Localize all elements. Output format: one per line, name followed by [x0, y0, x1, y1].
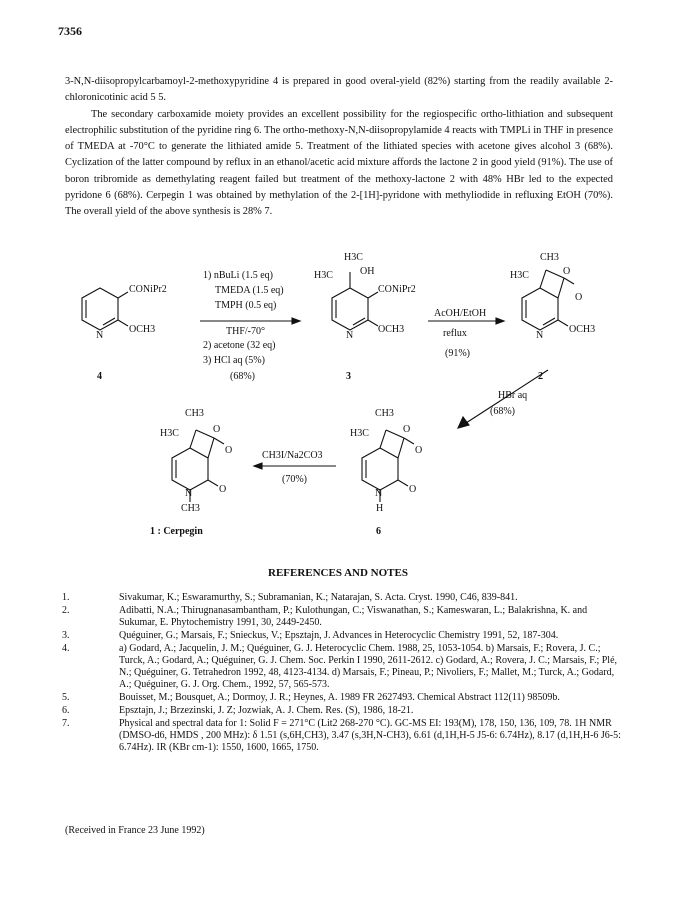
compound-1-methyl: H3C	[160, 428, 179, 439]
reference-text: Physical and spectral data for 1: Solid F = 271°C (Lit2 268-270 °C). GC-MS EI: 193(M), 178, 150, 136, 109, 78. 1H NMR (DMSO-d6, HMDS , 200 MHz): δ 1.51 (s,6H,CH3), 3.47 (s,3H,N-CH3), 6.61 (d,1H,H-5 J5-6: 6.74Hz), 8.17 (d,1H,H-6 J6-5: 6.74Hz). IR (KBr cm-1): 1550, 1600, 1665, 1750.	[119, 718, 621, 753]
step1-condition-6: 3) HCl aq (5%)	[203, 355, 265, 366]
step1-condition-2: TMEDA (1.5 eq)	[215, 285, 284, 296]
reference-item	[62, 705, 622, 717]
step1-yield: (68%)	[230, 371, 255, 382]
step1-condition-1: 1) nBuLi (1.5 eq)	[203, 270, 273, 281]
step4-yield: (70%)	[282, 474, 307, 485]
body-text	[65, 74, 613, 221]
compound-3-label: 3	[346, 371, 351, 382]
compound-2-methyl: H3C	[510, 270, 529, 281]
compound-4-carboxamide: CONiPr2	[129, 284, 167, 295]
step1-condition-5: 2) acetone (32 eq)	[203, 340, 276, 351]
reference-text: Epsztajn, J.; Brzezinski, J. Z; Jozwiak, A. J. Chem. Res. (S), 1986, 18-21.	[119, 705, 414, 716]
compound-4-ring	[82, 288, 128, 330]
reference-item	[62, 630, 622, 642]
reference-text: Sivakumar, K.; Eswaramurthy, S.; Subramanian, K.; Natarajan, S. Acta. Cryst. 1990, C46, 839-841.	[119, 592, 518, 603]
compound-6-ring-oxygen: O	[403, 424, 411, 435]
references-list	[62, 592, 622, 755]
step1-condition-3: TMPH (0.5 eq)	[215, 300, 277, 311]
compound-1-carbonyl-oxygen: O	[225, 445, 233, 456]
page-number: 7356	[58, 24, 82, 38]
compound-6-methyl-top: CH3	[375, 408, 394, 419]
reference-item	[62, 692, 622, 704]
reference-text: Bouisset, M.; Bousquet, A.; Dormoy, J. R.; Heynes, A. 1989 FR 2627493. Chemical Abstract 112(11) 98509b.	[119, 692, 560, 703]
step2-yield: (91%)	[445, 348, 470, 359]
compound-6-label: 6	[376, 526, 381, 537]
compound-6-hydrogen: H	[376, 503, 384, 514]
step2-condition-1: AcOH/EtOH	[434, 308, 487, 319]
reference-number: 6.	[62, 705, 70, 716]
compound-3-ring	[332, 272, 378, 330]
compound-2-carbonyl-oxygen: O	[575, 292, 583, 303]
compound-3-methyl-top: H3C	[344, 252, 363, 263]
compound-3-methyl: H3C	[314, 270, 333, 281]
compound-3-hydroxyl: OH	[360, 266, 375, 277]
compound-2-methyl-top: CH3	[540, 252, 559, 263]
compound-3-methoxy: OCH3	[378, 324, 405, 335]
reference-number: 7.	[62, 718, 70, 729]
reference-number: 4.	[62, 643, 70, 654]
compound-1-rings	[172, 430, 227, 502]
compound-2-ring-oxygen: O	[563, 266, 571, 277]
compound-2-methoxy: OCH3	[569, 324, 596, 335]
compound-1-pyridone-oxygen: O	[219, 484, 227, 495]
step3-yield: (68%)	[490, 406, 515, 417]
compound-3-nitrogen: N	[346, 330, 354, 341]
reference-item	[62, 643, 622, 691]
compound-2-label: 2	[538, 371, 543, 382]
reference-text: Adibatti, N.A.; Thirugnanasambantham, P.; Kulothungan, C.; Viswanathan, S.; Kameswaran, L.; Balakrishna, K. and Sukumar, E. Phytochemistry 1991, 30, 2449-2450.	[119, 605, 588, 628]
compound-3-carboxamide: CONiPr2	[378, 284, 416, 295]
compound-6-pyridone-oxygen: O	[409, 484, 417, 495]
compound-6-carbonyl-oxygen: O	[415, 445, 423, 456]
compound-4-label: 4	[97, 371, 102, 382]
compound-1-methyl-top: CH3	[185, 408, 204, 419]
compound-2-nitrogen: N	[536, 330, 544, 341]
paragraph-1: 3-N,N-diisopropylcarbamoyl-2-methoxypyridine 4 is prepared in good overal-yield (82%) starting from the readily available 2-chloronicotinic acid 5 5.	[65, 76, 613, 104]
step2-condition-2: reflux	[443, 328, 467, 339]
reference-number: 3.	[62, 630, 70, 641]
paragraph-2: The secondary carboxamide moiety provides an excellent possibility for the regiospecific ortho-lithiation and subsequent electrophilic substitution of the pyridine ring 6. The ortho-methoxy-N,N-diisopropylamide 4 reacts with TMPLi in THF in presence of TMEDA at -70°C to generate the lithiated amide 5. Treatment of the lithiated species with acetone gives alcohol 3 (68%). Cyclization of the latter compound by reflux in an ethanol/acetic acid mixture affords the lactone 2 in good yield (91%). The use of boron tribromide as demethylating reagent failed but treatment of the methoxy-lactone 2 with 48% HBr led to the expected pyridone 6 (68%). Cerpegin 1 was obtained by methylation of the 2-[1H]-pyridone with methyliodide in refluxing EtOH (70%). The overall yield of the above synthesis is 28% 7.	[65, 108, 613, 218]
reference-item	[62, 605, 622, 629]
reference-text: Quéguiner, G.; Marsais, F.; Snieckus, V.; Epsztajn, J. Advances in Heterocyclic Chemistry 1991, 52, 187-304.	[119, 630, 559, 641]
reference-number: 1.	[62, 592, 70, 603]
step4-condition-1: CH3I/Na2CO3	[262, 450, 323, 461]
reference-item	[62, 718, 622, 754]
reaction-scheme	[0, 248, 676, 548]
compound-1-nitrogen: N	[185, 488, 193, 499]
compound-6-nitrogen: N	[375, 488, 383, 499]
references-title: REFERENCES AND NOTES	[268, 567, 408, 579]
compound-4-methoxy: OCH3	[129, 324, 156, 335]
reference-number: 2.	[62, 605, 70, 616]
step1-condition-4: THF/-70°	[226, 326, 265, 337]
received-date: (Received in France 23 June 1992)	[65, 825, 205, 836]
compound-6-methyl: H3C	[350, 428, 369, 439]
compound-1-label: 1 : Cerpegin	[150, 526, 203, 537]
compound-4-nitrogen: N	[96, 330, 104, 341]
reference-item	[62, 592, 622, 604]
reference-text: a) Godard, A.; Jacquelin, J. M.; Quéguiner, G. J. Heterocyclic Chem. 1988, 25, 1053-1054. b) Marsais, F.; Rovera, J. C.; Turck, A.; Godard, A.; Quéguiner, G. J. Chem. Soc. Perkin I 1990, 2611-2612. c) Godard, A.; Rovera, J. C.; Marsais, F.; Plé, N.; Quéguiner, G. Tetrahedron 1992, 48, 4123-4134. d) Marsais, F.; Pineau, P.; Nivoliers, F.; Mallet, M.; Turck, A.; Godard, A.; Quéguiner, G. J. Org. Chem., 1992, 57, 565-573.	[119, 643, 618, 690]
compound-1-n-methyl: CH3	[181, 503, 200, 514]
compound-2-rings	[522, 270, 574, 330]
reference-number: 5.	[62, 692, 70, 703]
step3-condition-1: HBr aq	[498, 390, 528, 401]
compound-6-rings	[362, 430, 417, 502]
compound-1-ring-oxygen: O	[213, 424, 221, 435]
